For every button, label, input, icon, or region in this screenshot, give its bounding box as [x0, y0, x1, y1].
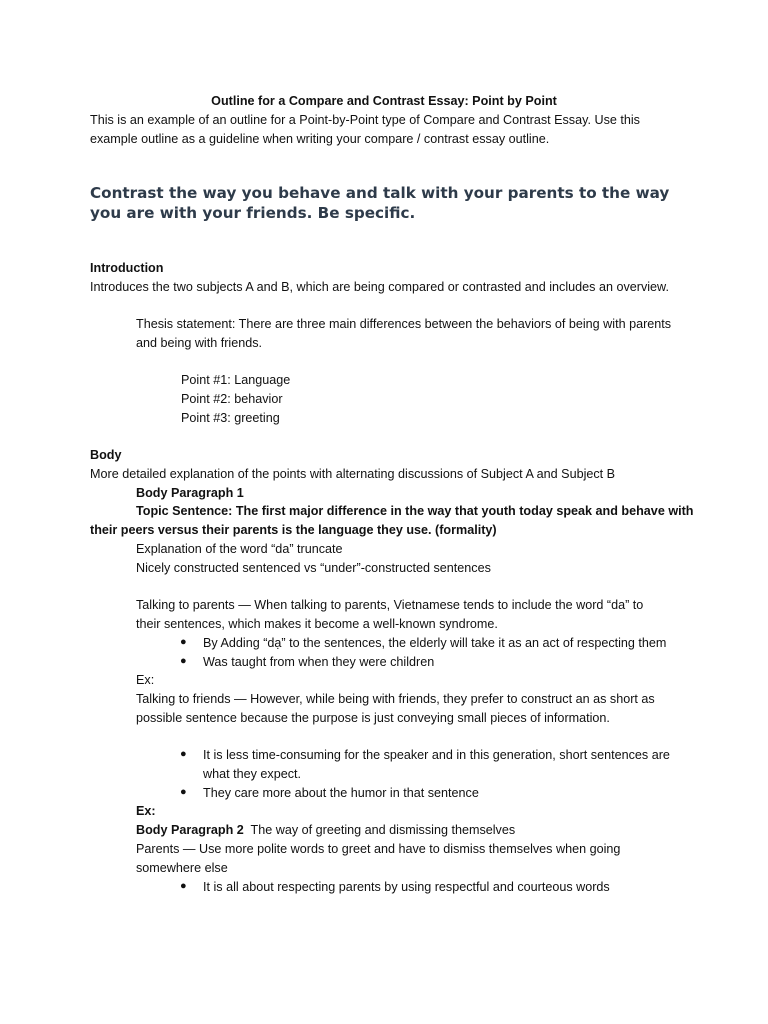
friends-line-2: possible sentence because the purpose is just conveying small pieces of information. [136, 711, 610, 725]
introduction-desc: Introduces the two subjects A and B, which are being compared or contrasted and includes an overview. [90, 280, 669, 294]
parents-line-2: their sentences, which makes it become a well-known syndrome. [136, 617, 498, 631]
prompt-line-1: Contrast the way you behave and talk with your parents to the way [90, 184, 670, 202]
topic-sentence-line-2: their peers versus their parents is the language they use. (formality) [90, 523, 497, 537]
bullet-icon: ● [180, 636, 187, 648]
example-label-1: Ex: [136, 673, 155, 687]
bullet-icon: ● [180, 748, 187, 760]
thesis-line-1: Thesis statement: There are three main differences between the behaviors of being with parents [136, 317, 672, 331]
point-1: Point #1: Language [181, 373, 291, 387]
thesis-line-2: and being with friends. [136, 336, 263, 350]
document-title: Outline for a Compare and Contrast Essay: Point by Point [211, 94, 557, 108]
explanation-line-1: Explanation of the word “da” truncate [136, 542, 343, 556]
friends-bullet-2: They care more about the humor in that sentence [203, 786, 479, 800]
intro-line-1: This is an example of an outline for a Point-by-Point type of Compare and Contrast Essay. Use this [90, 113, 640, 127]
explanation-line-2: Nicely constructed sentenced vs “under”-constructed sentences [136, 561, 491, 575]
prompt-line-2: you are with your friends. Be specific. [90, 203, 416, 222]
body-paragraph-1-heading: Body Paragraph 1 [136, 486, 244, 500]
body-heading: Body [90, 448, 122, 462]
p2-parents-line-2: somewhere else [136, 861, 228, 875]
introduction-heading: Introduction [90, 261, 164, 275]
point-3: Point #3: greeting [181, 411, 280, 425]
body-paragraph-2-text: The way of greeting and dismissing themselves [243, 823, 516, 837]
body-desc: More detailed explanation of the points with alternating discussions of Subject A and Subject B [90, 467, 616, 481]
p2-parents-bullet: It is all about respecting parents by using respectful and courteous words [203, 880, 610, 894]
friends-bullet-1-line-1: It is less time-consuming for the speaker and in this generation, short sentences are [203, 748, 670, 762]
friends-bullet-1-line-2: what they expect. [203, 767, 302, 781]
intro-line-2: example outline as a guideline when writing your compare / contrast essay outline. [90, 132, 550, 146]
topic-sentence-line-1: Topic Sentence: The first major difference in the way that youth today speak and behave with [136, 504, 694, 518]
parents-bullet-2: Was taught from when they were children [203, 655, 435, 669]
bullet-icon: ● [180, 786, 187, 798]
point-2: Point #2: behavior [181, 392, 283, 406]
parents-line-1: Talking to parents — When talking to parents, Vietnamese tends to include the word “da” to [136, 598, 644, 612]
essay-prompt [90, 184, 690, 223]
friends-line-1: Talking to friends — However, while being with friends, they prefer to construct an as short as [136, 692, 655, 706]
bullet-icon: ● [180, 655, 187, 667]
p2-parents-line-1: Parents — Use more polite words to greet and have to dismiss themselves when going [136, 842, 621, 856]
parents-bullet-1: By Adding “dạ” to the sentences, the elderly will take it as an act of respecting them [203, 636, 667, 650]
body-paragraph-2-heading: Body Paragraph 2 [136, 823, 244, 837]
bullet-icon: ● [180, 880, 187, 892]
example-label-2: Ex: [136, 804, 156, 818]
body-paragraph-2 [136, 821, 515, 840]
